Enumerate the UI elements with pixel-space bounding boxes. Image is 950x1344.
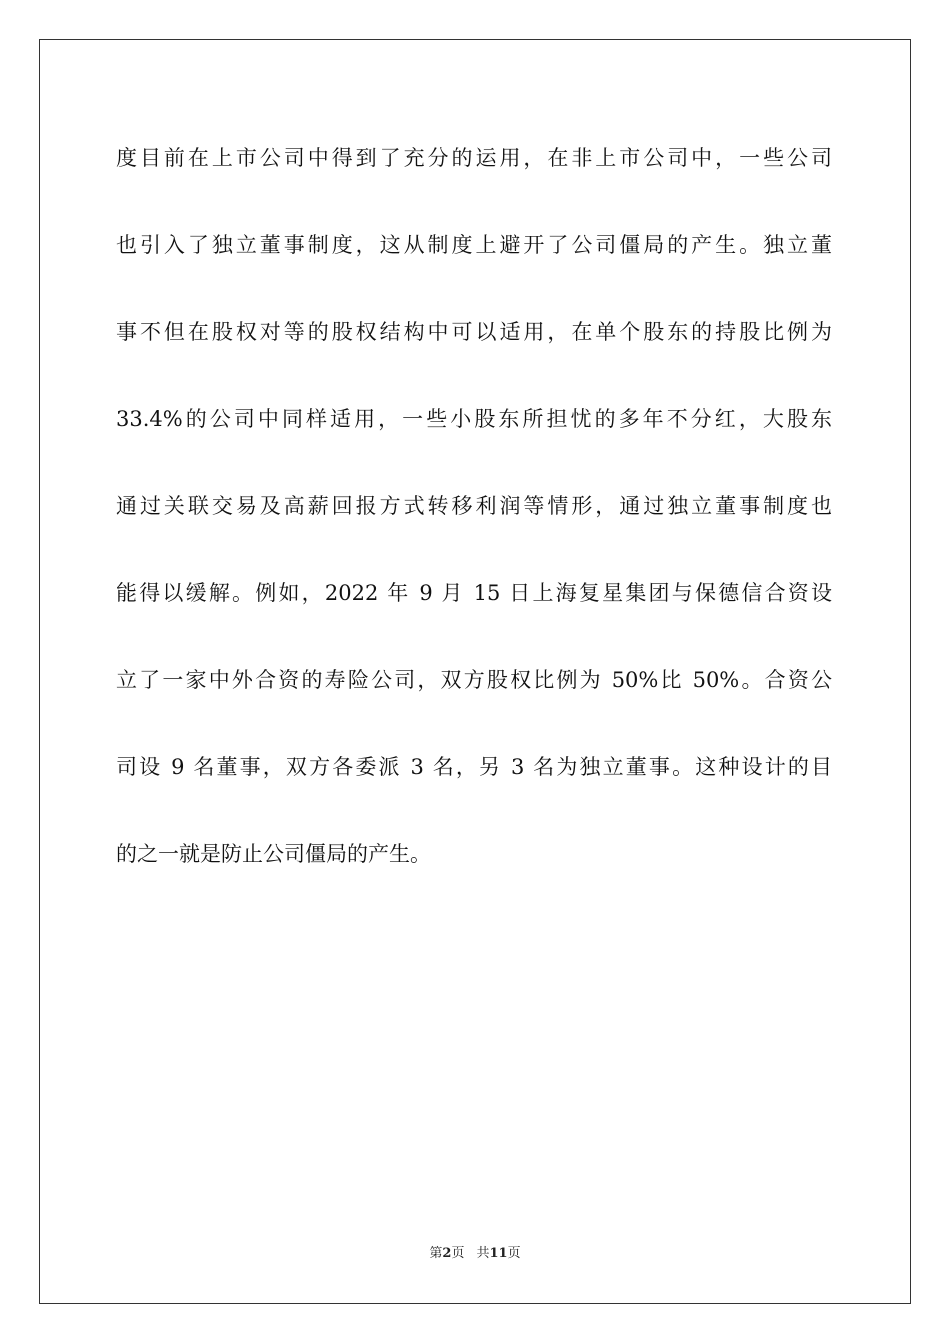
page-suffix: 页 [451,1246,465,1261]
total-suffix: 页 [507,1246,521,1261]
body-text [116,130,832,913]
total-pages: 11 [489,1246,508,1261]
text-line-9: 的之一就是防止公司僵局的产生。 [116,842,431,866]
text-line-4: 33.4%的公司中同样适用，一些小股东所担忧的多年不分红，大股东 [116,407,832,431]
text-line-3: 事不但在股权对等的股权结构中可以适用，在单个股东的持股比例为 [116,320,832,344]
text-line-8: 司设 9 名董事，双方各委派 3 名，另 3 名为独立董事。这种设计的目 [116,755,832,779]
text-line-7: 立了一家中外合资的寿险公司，双方股权比例为 50%比 50%。合资公 [116,668,832,692]
page-prefix: 第 [429,1246,443,1261]
total-prefix: 共 [476,1246,490,1261]
text-line-5: 通过关联交易及高薪回报方式转移利润等情形，通过独立董事制度也 [116,494,832,518]
text-line-6: 能得以缓解。例如，2022 年 9 月 15 日上海复星集团与保德信合资设 [116,581,832,605]
page-number: 2 [442,1246,452,1261]
text-line-2: 也引入了独立董事制度，这从制度上避开了公司僵局的产生。独立董 [116,233,832,257]
page-footer [0,1245,950,1263]
text-line-1: 度目前在上市公司中得到了充分的运用，在非上市公司中，一些公司 [116,146,832,170]
